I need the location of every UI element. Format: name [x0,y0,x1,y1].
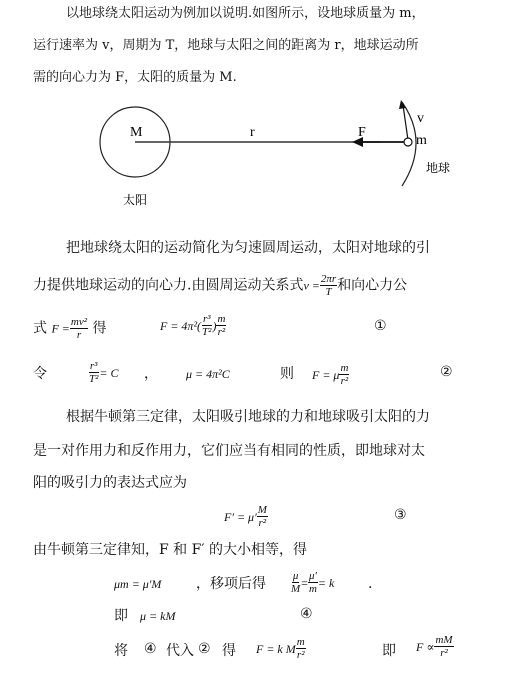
ling-label: 令 [33,366,47,382]
eq-k [290,570,334,595]
eq-final-2-lhs: F ∝ [416,640,435,654]
eq1-lhs: F = [51,321,70,336]
para2-line-1: 根据牛顿第三定律，太阳吸引地球的力和地球吸引太阳的力 [66,409,430,425]
eq-mu-km: μ = kM [140,609,176,623]
eq2-num-b: m [217,313,226,325]
c-definition [88,360,119,385]
ling-comma: ， [144,366,158,382]
para2-line-2: 是一对作用力和反作用力，它们应当有相同的性质，即地球对太 [33,443,425,459]
eq-k-num-a: μ [292,570,299,582]
eq-k-num-b: μ′ [308,570,317,582]
sun-symbol: M [130,125,143,140]
earth-label: 地球 [426,161,451,175]
eq-final-2-num: mM [435,634,453,646]
mu-equation: μ = 4π²C [186,367,230,381]
eq-final-1-den: r² [296,649,305,661]
eq2 [160,313,226,338]
eq2-lhs: F = 4π²( [160,319,202,333]
ji-label: 即 [114,608,128,624]
eq-final-2-fraction [434,634,453,659]
eq-k-period: . [368,576,373,592]
eq3-fraction [339,362,349,387]
eq3-lhs: F = μ [312,368,340,382]
eq2-num-a: r³ [202,313,211,325]
eq2-fraction-a [201,313,212,338]
para2-line-3: 阳的吸引力的表达式应为 [33,475,187,491]
c-den: T² [89,373,99,385]
para1-line-3-de: 得 [92,320,107,337]
para1-line-3-shi: 式 [33,320,47,337]
move-text: ，移项后得 [196,576,266,592]
eq-f-prime-den: r² [258,517,267,529]
marker-2: ② [440,364,453,380]
eq-k-fraction-a [290,570,301,595]
eq-k-equals: = [301,576,308,590]
eq1-den: r [76,329,82,341]
marker-3: ③ [394,507,407,523]
eq-f-prime-num: M [257,504,267,516]
earth-circle [404,138,412,146]
ji-label-2: 即 [382,643,396,659]
para1-line-2-text-b: 和向心力公 [337,277,408,294]
dairu-label: 代入 [166,643,194,659]
para3-line-1: 由牛顿第三定律知，F 和 F′ 的大小相等，得 [33,542,307,558]
marker-4: ④ [300,606,313,622]
eq-f-prime [224,504,268,529]
eq-final-1-num: m [296,636,305,648]
velocity-label: v [417,111,424,126]
eq-mu-m: μm = μ′M [114,577,162,591]
eq-k-fraction-b [308,570,318,595]
eq3-den: r² [340,375,349,387]
intro-line-1: 以地球绕太阳运动为例加以说明.如图所示，设地球质量为 m， [66,6,425,21]
eq2-fraction-b [216,313,226,338]
eq-final-1-lhs: F = k M [256,642,296,656]
force-label: F [358,125,366,140]
para1-line-1: 把地球绕太阳的运动简化为匀速圆周运动，太阳对地球的引 [66,240,430,256]
de-label: 得 [222,643,236,659]
velocity-fraction [320,273,337,298]
eq2-den-b: r² [217,326,226,338]
c-num: r³ [89,360,98,372]
eq2-den-a: T² [202,326,212,338]
eq-f-prime-lhs: F′ = μ′ [224,510,257,524]
para1-line-2 [33,273,407,298]
eq1-fraction [70,316,88,341]
intro-line-3: 需的向心力为 F，太阳的质量为 M. [33,70,237,85]
c-fraction [88,360,99,385]
distance-label: r [250,125,255,140]
velocity-fraction-num: 2πr [320,273,337,285]
eq-final-1-fraction [296,636,306,661]
eq1-num: mv² [70,316,88,328]
eq-k-den-a: M [291,583,301,595]
eq-final-1 [256,636,306,661]
jiang-label: 将 [114,643,128,659]
circled-4: ④ [144,641,157,657]
eq-f-prime-fraction [257,504,268,529]
eq-final-2-den: r² [440,647,448,659]
marker-1: ① [374,318,387,334]
eq-final-2 [416,634,454,659]
eq-k-rhs: = k [317,576,335,590]
eq3-num: m [340,362,349,374]
earth-symbol: m [416,133,427,148]
eq3 [312,362,349,387]
velocity-equation-lhs: v = [303,278,320,293]
sun-label: 太阳 [123,193,148,207]
ze-label: 则 [280,366,294,382]
velocity-fraction-den: T [325,286,332,298]
eq-k-den-b: m [308,583,317,595]
orbit-diagram [90,100,470,210]
para1-line-3-prefix [33,316,106,341]
circled-2: ② [198,641,211,657]
eq2-mid: ) [212,319,217,333]
velocity-arrowhead [399,100,406,109]
c-rhs: = C [99,366,119,380]
para1-line-2-text-a: 力提供地球运动的向心力.由圆周运动关系式 [33,277,304,294]
intro-line-2: 运行速率为 v，周期为 T，地球与太阳之间的距离为 r，地球运动所 [33,38,419,53]
